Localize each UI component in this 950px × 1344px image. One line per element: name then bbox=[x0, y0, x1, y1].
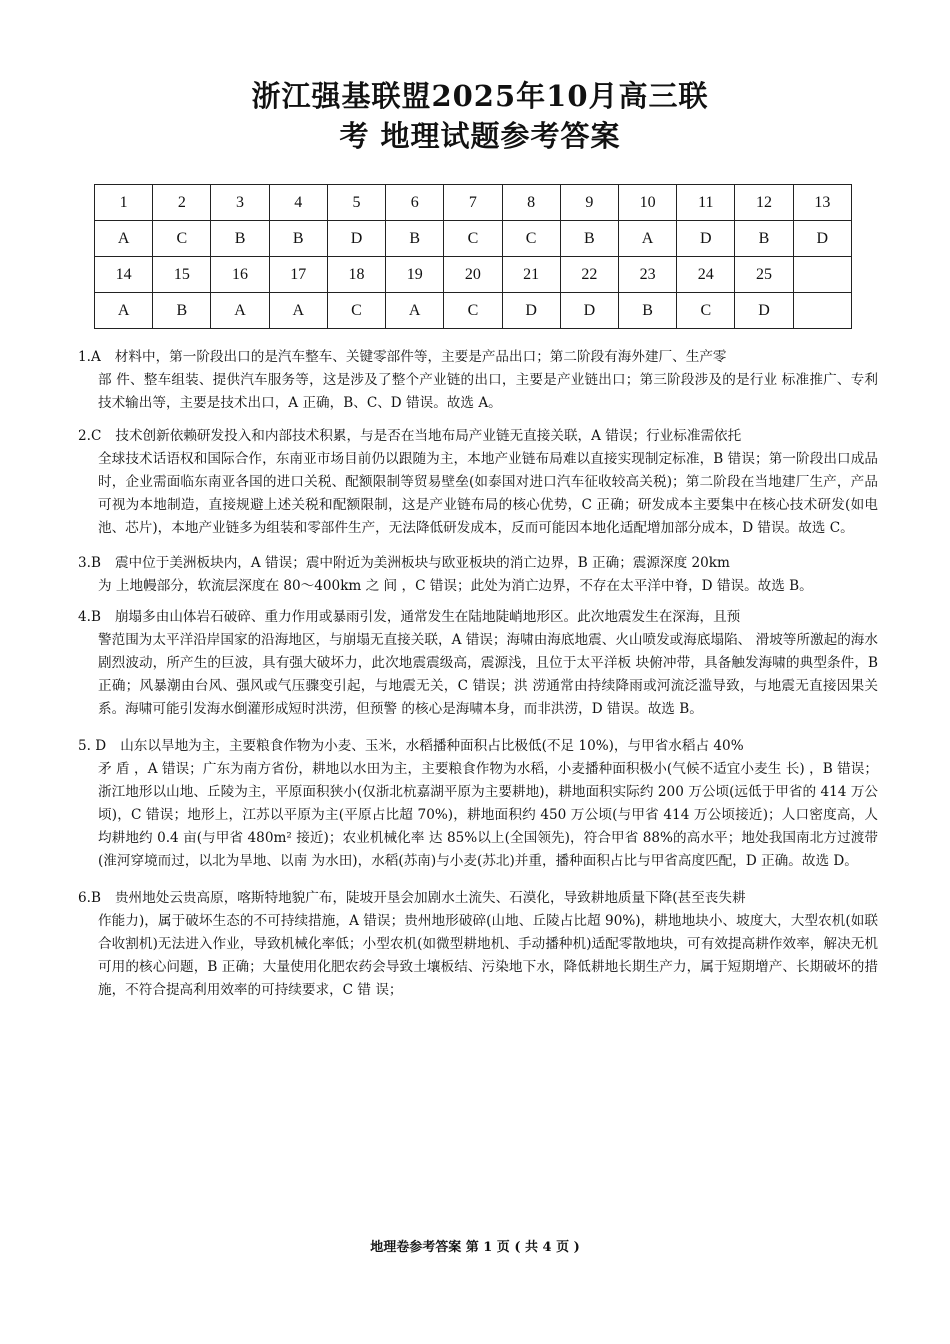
answer-cell: C bbox=[677, 293, 735, 329]
question-number-cell: 3 bbox=[211, 185, 269, 221]
explanation-first-line: 技术创新依赖研发投入和内部技术积累，与是否在当地布局产业链无直接关联，A 错误；行业标准需依托 bbox=[115, 428, 742, 444]
question-number: 6.B bbox=[78, 890, 101, 906]
title-line-1: 浙江强基联盟2025年10月高三联 bbox=[251, 79, 709, 113]
answer-cell: A bbox=[386, 293, 444, 329]
question-number-cell: 11 bbox=[677, 185, 735, 221]
question-number-cell: 7 bbox=[444, 185, 502, 221]
question-number-cell: 21 bbox=[502, 257, 560, 293]
question-number-cell: 5 bbox=[327, 185, 385, 221]
answer-table-row bbox=[95, 185, 852, 221]
explanation-3 bbox=[78, 552, 878, 598]
question-number-cell: 15 bbox=[153, 257, 211, 293]
answer-cell: C bbox=[444, 221, 502, 257]
answer-cell: C bbox=[502, 221, 560, 257]
answer-cell: B bbox=[211, 221, 269, 257]
question-number-cell: 4 bbox=[269, 185, 327, 221]
question-number-cell: 2 bbox=[153, 185, 211, 221]
answer-table-row bbox=[95, 293, 852, 329]
page-footer: 地理卷参考答案 第 1 页 ( 共 4 页 ) bbox=[370, 1240, 580, 1255]
answer-cell: B bbox=[269, 221, 327, 257]
answer-cell: D bbox=[502, 293, 560, 329]
answer-table bbox=[94, 184, 852, 329]
answer-cell: B bbox=[560, 221, 618, 257]
explanation-first-line: 山东以旱地为主，主要粮食作物为小麦、玉米，水稻播种面积占比极低(不足 10%)，与甲省水稻占 40% bbox=[120, 738, 744, 754]
explanation-body: 作能力)，属于破坏生态的不可持续措施，A 错误；贵州地形破碎(山地、丘陵占比超 90%)，耕地地块小、坡度大，大型农机(如联合收割机)无法进入作业，导致机械化率低；小型农机(如微型耕地机、手动播种机)适配零散地块，可有效提高耕作效率，解决无机可用的核心问题，B 正确；大量使用化肥农药会导致土壤板结、污染地下水，降低耕地长期生产力，属于短期增产、长期破坏的措施，不符合提高利用效率的可持续要求，C 错 误； bbox=[98, 913, 878, 998]
answer-cell: C bbox=[153, 221, 211, 257]
answer-cell: A bbox=[95, 293, 153, 329]
question-number-cell: 10 bbox=[618, 185, 676, 221]
question-number-cell: 8 bbox=[502, 185, 560, 221]
answer-cell: C bbox=[444, 293, 502, 329]
explanations bbox=[78, 346, 878, 1002]
question-number-cell: 25 bbox=[735, 257, 793, 293]
explanation-1 bbox=[78, 346, 878, 415]
explanation-body: 警范围为太平洋沿岸国家的沿海地区，与崩塌无直接关联，A 错误；海啸由海底地震、火山喷发或海底塌陷、 滑坡等所激起的海水剧烈波动，所产生的巨波，具有强大破坏力，此次地震震级高，震源浅，且位于太平洋板 块俯冲带，具备触发海啸的典型条件，B 正确；风暴潮由台风、强风或气压骤变引起，与地震无关，C 错误；洪 涝通常由持续降雨或河流泛滥导致，与地震无直接因果关系。海啸可能引发海水倒灌形成短时洪涝，但预警 的核心是海啸本身，而非洪涝，D 错误。故选 B。 bbox=[98, 632, 878, 717]
explanation-first-line: 震中位于美洲板块内，A 错误；震中附近为美洲板块与欧亚板块的消亡边界，B 正确；震源深度 20km bbox=[114, 555, 730, 571]
question-number-cell: 22 bbox=[560, 257, 618, 293]
question-number-cell bbox=[793, 257, 851, 293]
answer-cell: B bbox=[618, 293, 676, 329]
explanation-2 bbox=[78, 425, 878, 540]
explanation-body: 全球技术话语权和国际合作，东南亚市场目前仍以跟随为主，本地产业链布局难以直接实现制定标准，B 错误；第一阶段出口成品时，企业需面临东南亚各国的进口关税、配额限制等贸易壁垒(如泰国对进口汽车征收较高关税)；第二阶段在当地建厂生产，产品可视为本地制造，直接规避上述关税和配额限制，这是产业链布局的核心优势，C 正确；研发成本主要集中在核心技术研发(如电池、芯片)，本地产业链多为组装和零部件生产，无法降低研发成本，反而可能因本地化适配增加部分成本，D 错误。故选 C。 bbox=[98, 451, 878, 536]
question-number-cell: 24 bbox=[677, 257, 735, 293]
answer-cell: B bbox=[735, 221, 793, 257]
question-number-cell: 6 bbox=[386, 185, 444, 221]
answer-cell: A bbox=[211, 293, 269, 329]
explanation-body: 部 件、整车组装、提供汽车服务等，这是涉及了整个产业链的出口，主要是产业链出口；第三阶段涉及的是行业 标准推广、专利技术输出等，主要是技术出口，A 正确，B、C、D 错误。故选 A。 bbox=[98, 372, 878, 411]
answer-cell: B bbox=[386, 221, 444, 257]
answer-table-row bbox=[95, 257, 852, 293]
explanation-first-line: 崩塌多由山体岩石破碎、重力作用或暴雨引发，通常发生在陆地陡峭地形区。此次地震发生在深海，且预 bbox=[114, 609, 741, 625]
question-number-cell: 18 bbox=[327, 257, 385, 293]
explanation-6 bbox=[78, 887, 878, 1002]
question-number-cell: 16 bbox=[211, 257, 269, 293]
question-number-cell: 13 bbox=[793, 185, 851, 221]
question-number-cell: 23 bbox=[618, 257, 676, 293]
question-number-cell: 1 bbox=[95, 185, 153, 221]
answer-cell bbox=[793, 293, 851, 329]
question-number: 2.C bbox=[78, 428, 102, 444]
page-title bbox=[200, 76, 760, 156]
question-number: 4.B bbox=[78, 609, 101, 625]
explanation-first-line: 材料中，第一阶段出口的是汽车整车、关键零部件等，主要是产品出口；第二阶段有海外建厂、生产零 bbox=[114, 349, 727, 365]
explanation-4 bbox=[78, 606, 878, 721]
explanation-5 bbox=[78, 735, 878, 873]
title-line-2: 考 地理试题参考答案 bbox=[339, 119, 621, 153]
explanation-body: 为 上地幔部分，软流层深度在 80～400km 之 间 ，C 错误；此处为消亡边界，不存在太平洋中脊，D 错误。故选 B。 bbox=[98, 578, 813, 594]
answer-cell: A bbox=[618, 221, 676, 257]
answer-cell: D bbox=[560, 293, 618, 329]
explanation-first-line: 贵州地处云贵高原，喀斯特地貌广布，陡坡开垦会加剧水土流失、石漠化，导致耕地质量下降(甚至丧失耕 bbox=[114, 890, 746, 906]
answer-cell: A bbox=[269, 293, 327, 329]
answer-cell: B bbox=[153, 293, 211, 329]
answer-cell: D bbox=[735, 293, 793, 329]
explanation-body: 矛 盾 ，A 错误；广东为南方省份，耕地以水田为主，主要粮食作物为水稻，小麦播种面积极小(气候不适宜小麦生 长) ，B 错误；浙江地形以山地、丘陵为主，平原面积狭小(仅浙北杭嘉湖平原为主要耕地)，耕地面积实际约 200 万公顷(远低于甲省的 414 万公顷)，C 错误；地形上，江苏以平原为主(平原占比超 70%)，耕地面积约 450 万公顷(与甲省 414 万公顷接近)；人口密度高，人均耕地约 0.4 亩(与甲省 480m² 接近)；农业机械化率 达 85%以上(全国领先)，符合甲省 88%的高水平；地处我国南北方过渡带(淮河穿境而过，以北为旱地、以南 为水田)，水稻(苏南)与小麦(苏北)并重，播种面积占比与甲省高度匹配，D 正确。故选 D。 bbox=[98, 761, 878, 869]
question-number: 1.A bbox=[78, 349, 101, 365]
question-number-cell: 17 bbox=[269, 257, 327, 293]
question-number: 3.B bbox=[78, 555, 101, 571]
answer-cell: D bbox=[327, 221, 385, 257]
question-number-cell: 9 bbox=[560, 185, 618, 221]
question-number-cell: 14 bbox=[95, 257, 153, 293]
answer-cell: D bbox=[793, 221, 851, 257]
question-number: 5. D bbox=[78, 738, 107, 754]
answer-cell: D bbox=[677, 221, 735, 257]
answer-cell: A bbox=[95, 221, 153, 257]
answer-table-row bbox=[95, 221, 852, 257]
question-number-cell: 20 bbox=[444, 257, 502, 293]
question-number-cell: 19 bbox=[386, 257, 444, 293]
answer-cell: C bbox=[327, 293, 385, 329]
question-number-cell: 12 bbox=[735, 185, 793, 221]
